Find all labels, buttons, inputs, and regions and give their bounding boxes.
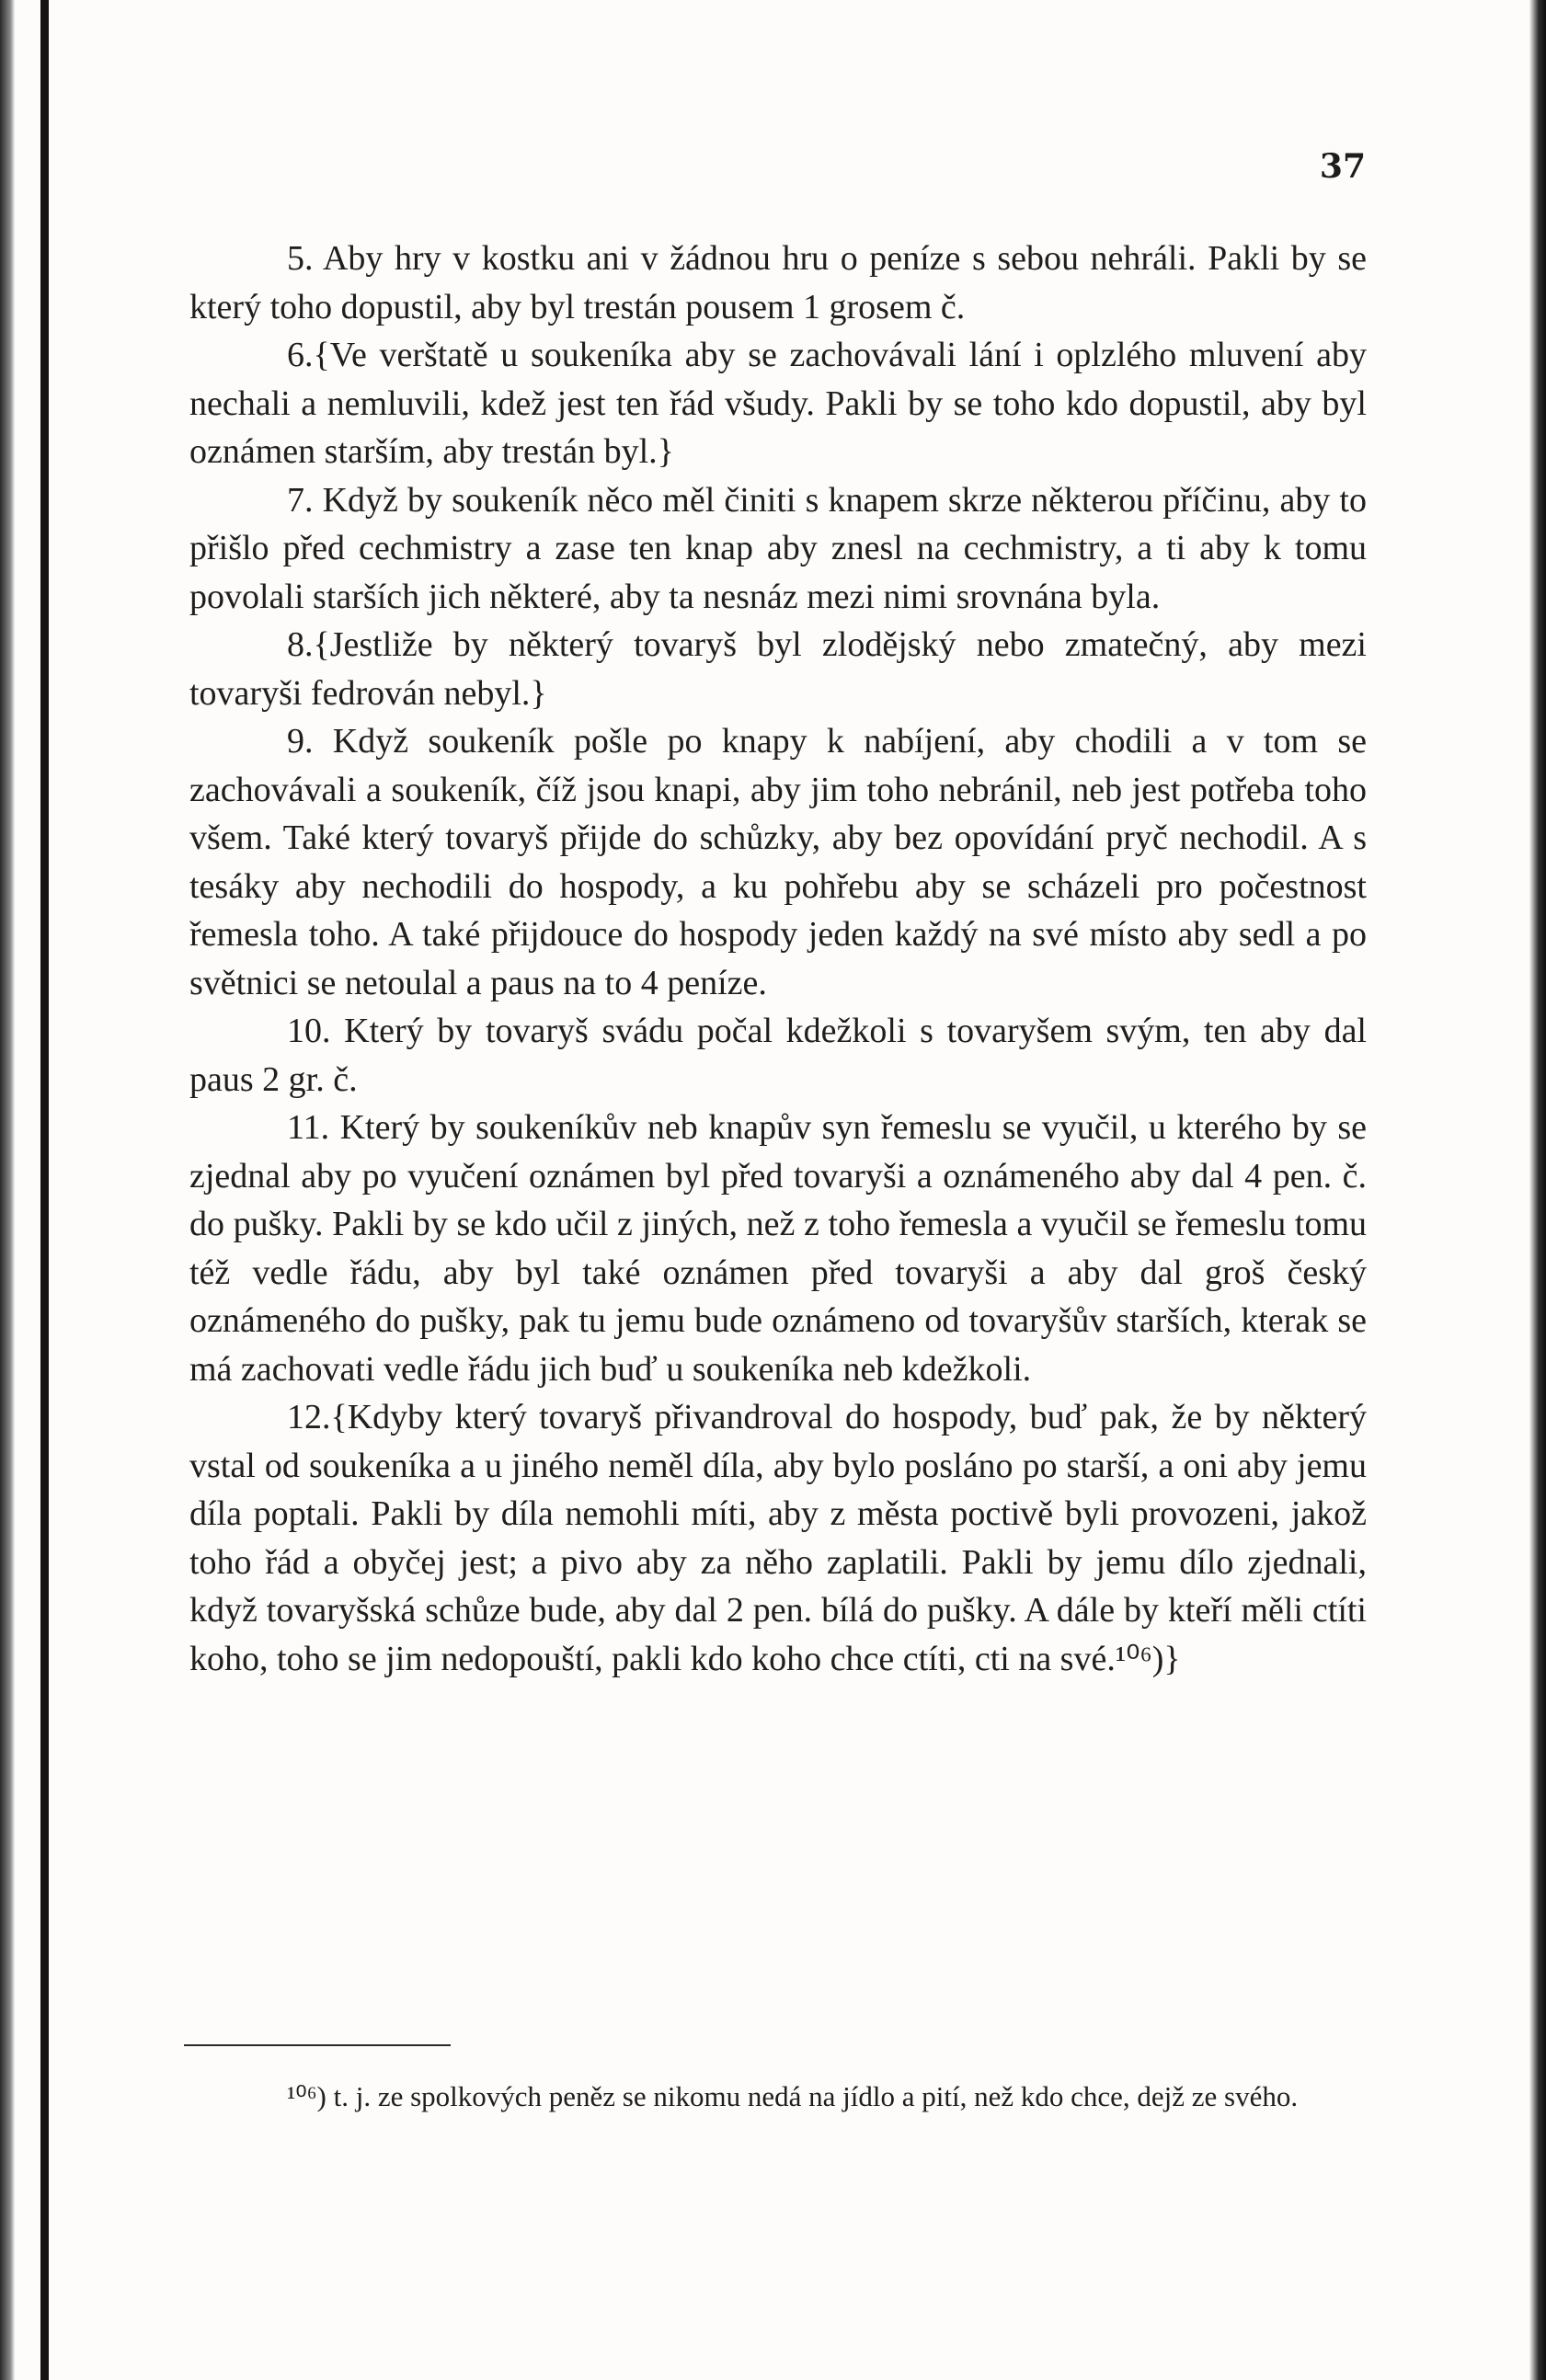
page-number: 37 [1319, 147, 1366, 186]
body-text [189, 235, 1367, 1683]
footnote [189, 2077, 1367, 2117]
paragraph-8: 8.{Jestliže by některý tovaryš byl zlodějský nebo zmatečný, aby mezi tovaryši fedrován nebyl.} [189, 625, 1367, 713]
paragraph-11: 11. Který by soukeníkův neb knapův syn řemeslu se vyučil, u kterého by se zjednal aby po vyučení oznámen byl před tovaryši a oznámeného aby dal 4 pen. č. do pušky. Pakli by se kdo učil z jiných, než z toho řemesla a vyučil se řemeslu tomu též vedle řádu, aby byl také oznámen před tovaryši a aby dal groš český oznámeného do pušky, pak tu jemu bude oznámeno od tovaryšův starších, kterak se má zachovati vedle řádu jich buď u soukeníka neb kdežkoli. [189, 1108, 1367, 1389]
footnote-divider [184, 2044, 451, 2046]
paragraph-6: 6.{Ve verštatě u soukeníka aby se zachovávali lání i oplzlého mluvení aby nechali a nemluvili, kdež jest ten řád všudy. Pakli by se toho kdo dopustil, aby byl oznámen starším, aby trestán byl.} [189, 336, 1367, 471]
paragraph-5: 5. Aby hry v kostku ani v žádnou hru o peníze s sebou nehráli. Pakli by se který toho dopustil, aby byl trestán pousem 1 grosem č. [189, 239, 1367, 326]
paragraph-12: 12.{Kdyby který tovaryš přivandroval do hospody, buď pak, že by některý vstal od soukeníka a u jiného neměl díla, aby bylo posláno po starší, a oni aby jemu díla poptali. Pakli by díla nemohli míti, aby z města poctivě byli provozeni, jakož toho řád a obyčej jest; a pivo aby za něho zaplatili. Pakli by jemu dílo zjednali, když tovaryšská schůze bude, aby dal 2 pen. bílá do pušky. A dále by kteří měli ctíti koho, toho se jim nedopouští, pakli kdo koho chce ctíti, cti na své.¹⁰⁶)} [189, 1398, 1367, 1678]
page-edge-right [1529, 0, 1546, 2380]
binding-edge-left [40, 0, 49, 2380]
footnote-106: ¹⁰⁶) t. j. ze spolkových peněz se nikomu nedá na jídlo a pití, než kdo chce, dejž ze svého. [287, 2080, 1299, 2112]
paragraph-9: 9. Když soukeník pošle po knapy k nabíjení, aby chodili a v tom se zachovávali a soukeník, číž jsou knapi, aby jim toho nebránil, neb jest potřeba toho všem. Také který tovaryš přijde do schůzky, aby bez opovídání pryč nechodil. A s tesáky aby nechodili do hospody, a ku pohřebu aby se scházeli pro počestnost řemesla toho. A také přijdouce do hospody jeden každý na své místo aby sedl a po světnici se netoulal a paus na to 4 peníze. [189, 722, 1367, 1002]
paragraph-7: 7. Když by soukeník něco měl činiti s knapem skrze některou příčinu, aby to přišlo před cechmistry a zase ten knap aby znesl na cechmistry, a ti aby k tomu povolali starších jich některé, aby ta nesnáz mezi nimi srovnána byla. [189, 480, 1367, 616]
page-edge-shadow-left [0, 0, 15, 2380]
paragraph-10: 10. Který by tovaryš svádu počal kdežkoli s tovaryšem svým, ten aby dal paus 2 gr. č. [189, 1012, 1367, 1099]
